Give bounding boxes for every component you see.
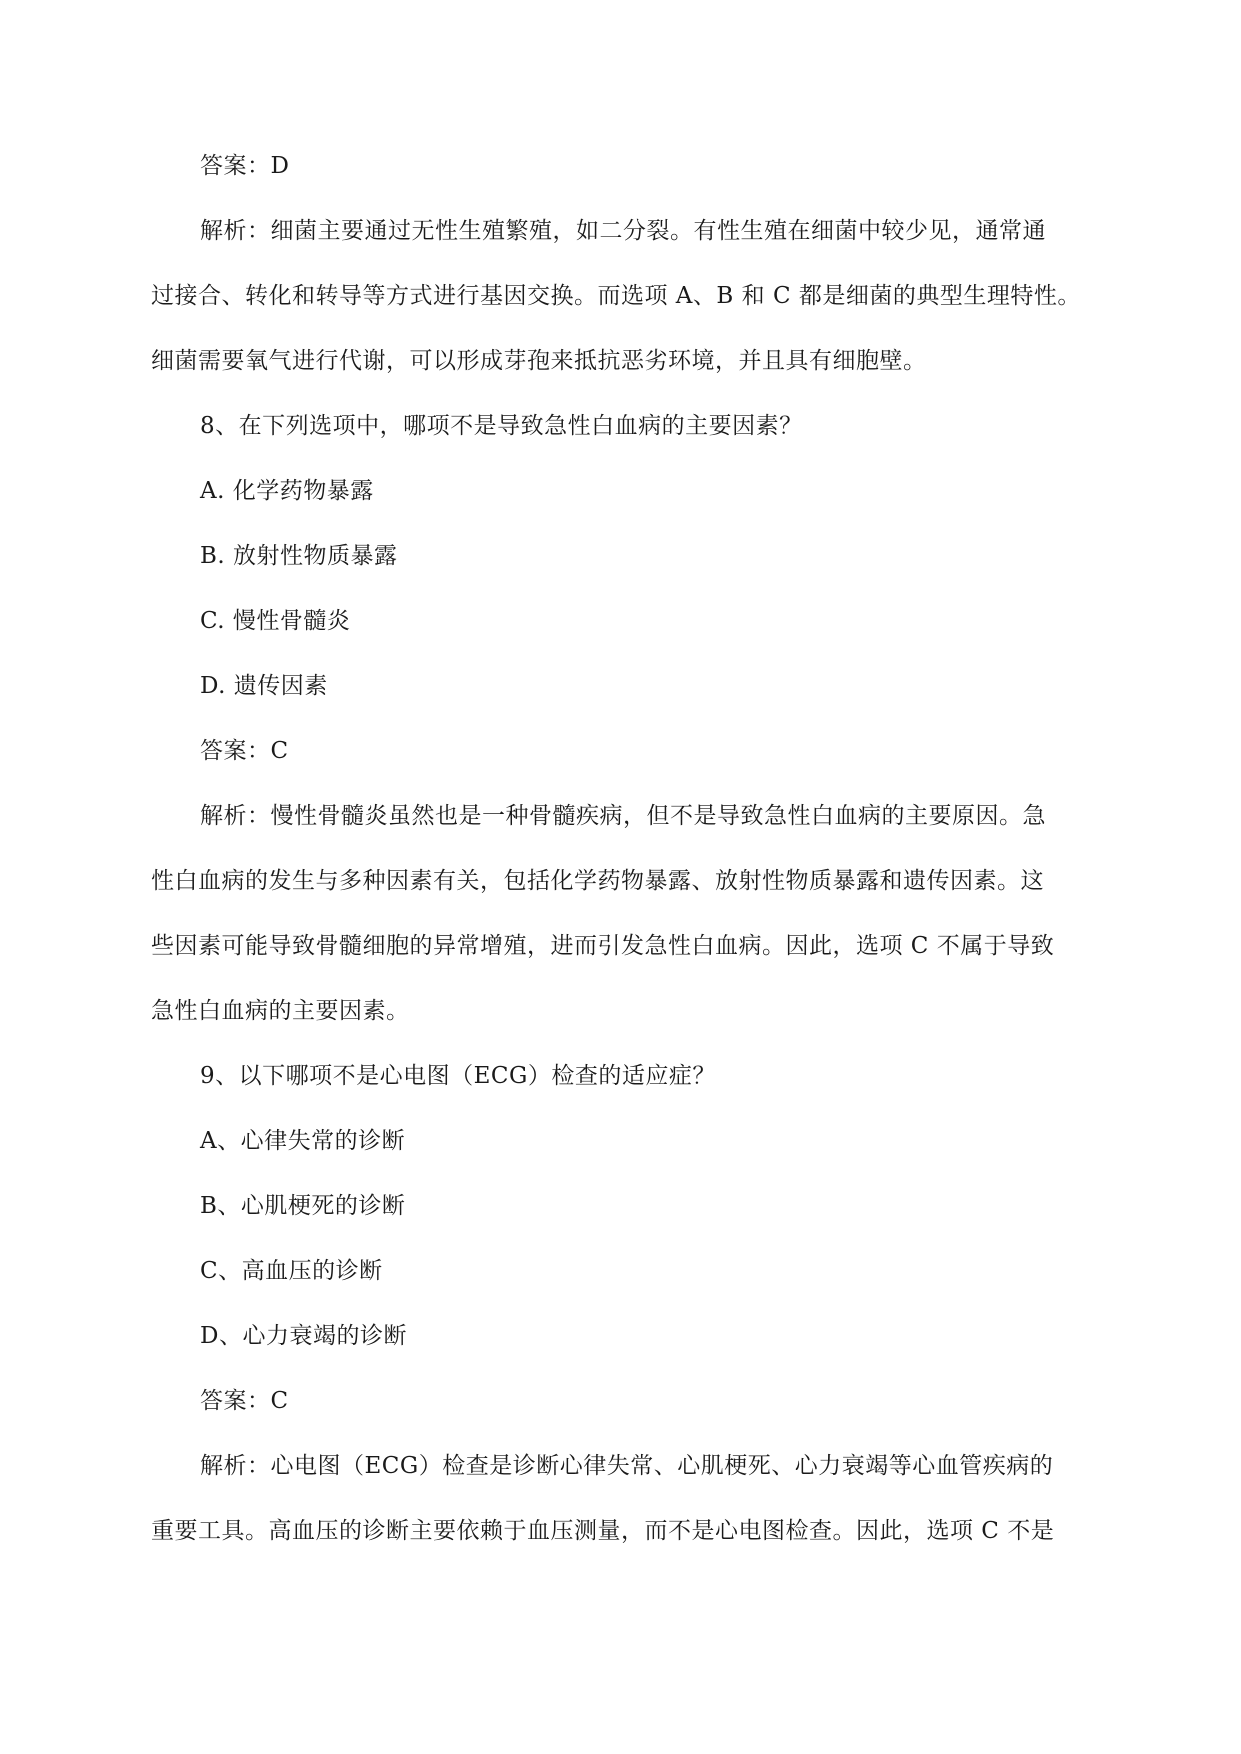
q8-option-b: B. 放射性物质暴露 xyxy=(200,543,398,569)
question-8: 8、在下列选项中，哪项不是导致急性白血病的主要因素？ xyxy=(200,413,803,439)
explanation-q9-line-1: 解析：心电图（ECG）检查是诊断心律失常、心肌梗死、心力衰竭等心血管疾病的 xyxy=(200,1453,1054,1479)
q8-option-a: A. 化学药物暴露 xyxy=(200,478,374,504)
explanation-q7-line-2: 过接合、转化和转导等方式进行基因交换。而选项 A、B 和 C 都是细菌的典型生理特性。 xyxy=(151,283,1081,309)
explanation-q8-line-4: 急性白血病的主要因素。 xyxy=(151,998,410,1024)
q9-option-c: C、高血压的诊断 xyxy=(200,1258,383,1284)
explanation-q8-line-2: 性白血病的发生与多种因素有关，包括化学药物暴露、放射性物质暴露和遗传因素。这 xyxy=(151,868,1044,894)
q8-option-c: C. 慢性骨髓炎 xyxy=(200,608,351,634)
q9-option-a: A、心律失常的诊断 xyxy=(200,1128,406,1154)
q8-option-d: D. 遗传因素 xyxy=(200,673,328,699)
answer-q9: 答案：C xyxy=(200,1388,289,1414)
explanation-q8-line-1: 解析：慢性骨髓炎虽然也是一种骨髓疾病，但不是导致急性白血病的主要原因。急 xyxy=(200,803,1046,829)
explanation-q7-line-3: 细菌需要氧气进行代谢，可以形成芽孢来抵抗恶劣环境，并且具有细胞壁。 xyxy=(151,348,927,374)
answer-q8: 答案：C xyxy=(200,738,289,764)
question-9: 9、以下哪项不是心电图（ECG）检查的适应症？ xyxy=(200,1063,716,1089)
explanation-q8-line-3: 些因素可能导致骨髓细胞的异常增殖，进而引发急性白血病。因此，选项 C 不属于导致 xyxy=(151,933,1055,959)
q9-option-d: D、心力衰竭的诊断 xyxy=(200,1323,407,1349)
answer-q7: 答案：D xyxy=(200,153,290,179)
explanation-q7-line-1: 解析：细菌主要通过无性生殖繁殖，如二分裂。有性生殖在细菌中较少见，通常通 xyxy=(200,218,1046,244)
explanation-q9-line-2: 重要工具。高血压的诊断主要依赖于血压测量，而不是心电图检查。因此，选项 C 不是 xyxy=(151,1518,1055,1544)
q9-option-b: B、心肌梗死的诊断 xyxy=(200,1193,406,1219)
